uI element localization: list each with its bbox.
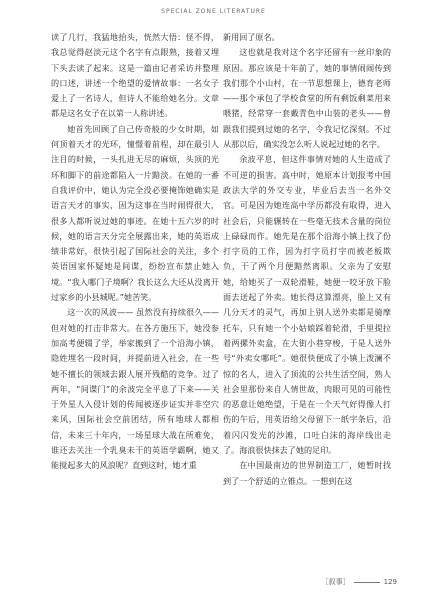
footer-rule <box>354 582 380 583</box>
right-column-paragraph: 新用回了原名。 <box>223 32 280 42</box>
left-column <box>51 30 219 474</box>
right-column-paragraph: 余波平息，但这件事情对她的人生造成了不可逆的损害。高中时，她原本计划报考中国政法大学的外交专业，毕业后去当一名外交官。可是因为她连高中学历都没有取得，进入社会后，只能辗转在一些毫无技术含量的岗位上碌碌而作。她先是在那个沿海小镇上找了份打字员的工作，因为打字员打字而被老板欺负，干了两个月便黯然离职。父亲为了安慰她，给她买了一双轮滑鞋，她便一咬牙放下脸面去送起了外卖。她长得这算漂亮，脸上又有几分天才的灵气，再加上别人送外卖都是骑摩托车，只有她一个小姑娘踩着轮滑，手里提拉着两摞外卖盒，在大街小巷穿梭，于是人送外号“外卖女哪吒”。她很快便成了小镇上泼澜不惊的名人，进入了顶流的公共生活空间，熟人社会里那份来自人情世故，肉眼可见的可能性的恶意让她绝望，于是在一个天气好得像人打伤的午后，用英语给父母留下一纸字条后，沿着闪闪发光的沙滩，口吐白沫的海岸线出走了。海浪很快抹去了她的足印。 <box>223 154 391 456</box>
running-head: SPECIAL ZONE LITERATURE <box>161 8 266 15</box>
page-number: 129 <box>383 578 397 586</box>
left-column-paragraph: 读了几行，我猛地抬头，恍然大悟：怪不得，我总觉得赵淡元这个名字有点眼熟，接着又埋下头去读了起来。这是一篇由记者采访并整理的口述，讲述一个绝望的爱情故事：一名女子爱上了一名诗人，但诗人不能给她名分。文章都是这名女子在以第一人称讲述。 <box>51 32 219 119</box>
right-column-paragraph: 这也就是我对这个名字还留有一丝印象的原因。那应该是十年前了，她的事情闹闹传到我们那个小山村，在一节思想课上，德育老师——那个承包了学校食堂的所有剩饭剩菜用来喂猪，经常穿一套戴青色中山装的老头——曾跟我们提到过她的名字，令我记忆深刻。不过从那以后，确实没怎么听人说起过她的名字。 <box>223 47 391 150</box>
section-label: ［叙事］ <box>321 578 350 586</box>
right-column-paragraph: 在中国最南边的世界制造工厂，她暂时找到了一个舒适的立锥点。一想到在这 <box>223 460 391 486</box>
page-footer <box>322 577 397 587</box>
right-column <box>223 30 391 489</box>
left-column-paragraph: 这一次的风波—— 虽然没有持续很久——但对她的打击非常大。在各方施压下，她没参加高考便辍了学，举家搬到了一个沿海小镇，隐姓埋名一段时间，并提前进入社会，在一些她不擅长的领域去跟人展开残酷的竞争。过了两年，“间谍门”的余波完全平息了下来——关于外星人入侵计划的传闻被逐步证实并非空穴来风，国际社会空前团结，所有地球人都相信，未来三十年内，一场星球大战在所难免，谁还去关注一个乳臭未干的英语学霸啊，她又能搅起多大的风浪呢？直到这时，她才重 <box>51 307 219 471</box>
left-column-paragraph: 她首先回顾了自己传奇般的少女时期，如何顶着天才的光环，憧憬着前程，却在最引人注目的时候，一头扎进无尽的麻烦，头顶的光环和脚下的前途都陷入一片黯淡。在她的一番自我评价中，她认为完全没必要掩饰她确实是语言天才的事实，因为这事在当时闹得很大，很多人都听说过她的事迹。在她十五六岁的时候，她的语言天分完全展露出来，她的英语成绩非常好，很快引起了国际社会的关注，多个英语国家怀疑她是间谍，纷纷宣布禁止她入境。“我入哪门子境啊？我长这么大还从没离开过家乡的小县城呢。”她苦笑。 <box>51 123 219 303</box>
